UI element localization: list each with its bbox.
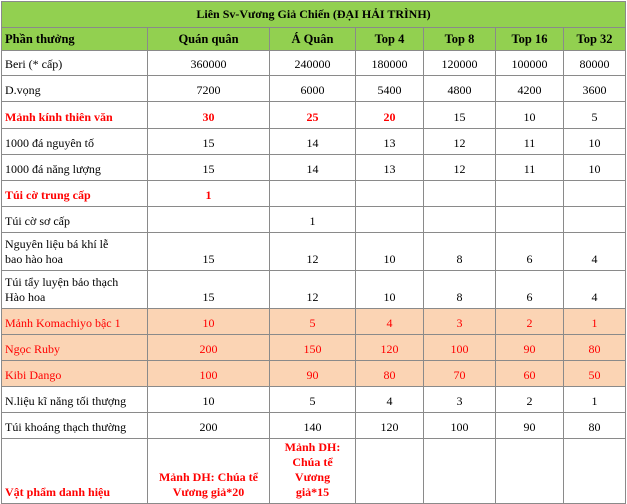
cell-value: 200 xyxy=(148,335,270,361)
cell-value: 10 xyxy=(148,309,270,335)
cell-line: Vương giả*20 xyxy=(172,485,245,499)
cell-value: 13 xyxy=(356,155,424,181)
cell-value: 4 xyxy=(564,271,626,309)
row-label-line: Nguyên liệu bá khí lễ xyxy=(5,237,109,251)
cell-value: 100 xyxy=(148,361,270,387)
cell-line: Mảnh DH: Chúa tể xyxy=(158,470,258,484)
cell-value: 10 xyxy=(356,233,424,271)
cell-value: 3 xyxy=(424,387,496,413)
table-row xyxy=(2,413,626,439)
cell-value xyxy=(424,181,496,207)
row-label: Mảnh Komachiyo bậc 1 xyxy=(2,309,148,335)
cell-value: 2 xyxy=(496,387,564,413)
cell-line: Vương xyxy=(294,470,331,484)
cell-value xyxy=(148,439,270,504)
cell-value: 14 xyxy=(270,155,356,181)
cell-value xyxy=(356,181,424,207)
cell-value: 80 xyxy=(564,413,626,439)
cell-value: 7200 xyxy=(148,76,270,102)
row-label-line: Túi tẩy luyện bảo thạch xyxy=(5,275,119,289)
cell-value: 90 xyxy=(270,361,356,387)
row-label: Túi khoáng thạch thường xyxy=(2,413,148,439)
cell-value: 4200 xyxy=(496,76,564,102)
cell-value: 12 xyxy=(270,233,356,271)
cell-value: 15 xyxy=(148,129,270,155)
cell-value: 4 xyxy=(356,387,424,413)
cell-value: 15 xyxy=(148,271,270,309)
cell-value: 80000 xyxy=(564,51,626,76)
cell-value: 2 xyxy=(496,309,564,335)
cell-value xyxy=(270,181,356,207)
cell-value: 3600 xyxy=(564,76,626,102)
cell-value xyxy=(356,207,424,233)
row-label: Kibi Dango xyxy=(2,361,148,387)
cell-value: 6000 xyxy=(270,76,356,102)
cell-value xyxy=(424,207,496,233)
cell-value: 150 xyxy=(270,335,356,361)
row-label: D.vọng xyxy=(2,76,148,102)
cell-value: 80 xyxy=(356,361,424,387)
header-top4: Top 4 xyxy=(356,28,424,51)
row-label: N.liệu kĩ năng tối thượng xyxy=(2,387,148,413)
header-champion: Quán quân xyxy=(148,28,270,51)
row-label: Túi cờ sơ cấp xyxy=(2,207,148,233)
cell-value: 12 xyxy=(270,271,356,309)
table-row xyxy=(2,233,626,271)
cell-value: 90 xyxy=(496,335,564,361)
cell-value xyxy=(270,439,356,504)
row-label: Beri (* cấp) xyxy=(2,51,148,76)
cell-value: 140 xyxy=(270,413,356,439)
row-label: 1000 đá nguyên tố xyxy=(2,129,148,155)
table-row xyxy=(2,439,626,504)
row-label: Ngọc Ruby xyxy=(2,335,148,361)
row-label: Túi cờ trung cấp xyxy=(2,181,148,207)
cell-value: 60 xyxy=(496,361,564,387)
table-row xyxy=(2,76,626,102)
cell-value: 120000 xyxy=(424,51,496,76)
cell-value: 1 xyxy=(148,181,270,207)
table-row xyxy=(2,309,626,335)
row-label: 1000 đá năng lượng xyxy=(2,155,148,181)
cell-value: 80 xyxy=(564,335,626,361)
cell-value: 10 xyxy=(148,387,270,413)
cell-value: 15 xyxy=(148,155,270,181)
cell-line: giả*15 xyxy=(295,485,330,499)
cell-value: 11 xyxy=(496,155,564,181)
cell-value: 12 xyxy=(424,155,496,181)
cell-value: 30 xyxy=(148,102,270,129)
table-row xyxy=(2,102,626,129)
cell-value: 90 xyxy=(496,413,564,439)
cell-value xyxy=(564,181,626,207)
row-label-line: Hào hoa xyxy=(5,290,46,304)
cell-value: 5 xyxy=(270,387,356,413)
cell-empty xyxy=(564,439,626,504)
cell-value: 100 xyxy=(424,335,496,361)
cell-value: 12 xyxy=(424,129,496,155)
cell-value: 15 xyxy=(148,233,270,271)
row-label: Vật phẩm danh hiệu xyxy=(2,439,148,504)
cell-value: 1 xyxy=(564,309,626,335)
cell-value: 4 xyxy=(564,233,626,271)
cell-value: 14 xyxy=(270,129,356,155)
cell-empty xyxy=(424,439,496,504)
row-label: Mảnh kính thiên văn xyxy=(2,102,148,129)
header-top16: Top 16 xyxy=(496,28,564,51)
cell-value: 5400 xyxy=(356,76,424,102)
cell-value: 8 xyxy=(424,271,496,309)
cell-value: 10 xyxy=(356,271,424,309)
cell-value: 10 xyxy=(496,102,564,129)
table-row xyxy=(2,271,626,309)
cell-value: 20 xyxy=(356,102,424,129)
table-row xyxy=(2,51,626,76)
table-row xyxy=(2,387,626,413)
cell-value: 1 xyxy=(270,207,356,233)
rewards-table xyxy=(1,1,626,504)
cell-value xyxy=(496,181,564,207)
table-row xyxy=(2,155,626,181)
cell-value: 10 xyxy=(564,129,626,155)
table-title: Liên Sv-Vương Giả Chiến (ĐẠI HẢI TRÌNH) xyxy=(2,2,626,28)
cell-empty xyxy=(356,439,424,504)
cell-value: 180000 xyxy=(356,51,424,76)
cell-value: 5 xyxy=(270,309,356,335)
cell-value xyxy=(564,207,626,233)
cell-value: 120 xyxy=(356,335,424,361)
header-top8: Top 8 xyxy=(424,28,496,51)
cell-value: 4 xyxy=(356,309,424,335)
table-row xyxy=(2,181,626,207)
cell-value: 13 xyxy=(356,129,424,155)
cell-line: Chúa tể xyxy=(292,455,333,469)
cell-value: 6 xyxy=(496,271,564,309)
cell-value: 100000 xyxy=(496,51,564,76)
cell-value: 6 xyxy=(496,233,564,271)
table-row xyxy=(2,335,626,361)
cell-value: 25 xyxy=(270,102,356,129)
cell-value: 3 xyxy=(424,309,496,335)
cell-value: 8 xyxy=(424,233,496,271)
row-label xyxy=(2,271,148,309)
header-reward: Phần thưởng xyxy=(2,28,148,51)
cell-line: Mảnh DH: xyxy=(284,440,341,454)
cell-value: 240000 xyxy=(270,51,356,76)
cell-value: 100 xyxy=(424,413,496,439)
cell-value: 70 xyxy=(424,361,496,387)
cell-value: 1 xyxy=(564,387,626,413)
cell-value: 4800 xyxy=(424,76,496,102)
cell-value: 120 xyxy=(356,413,424,439)
cell-value xyxy=(148,207,270,233)
cell-value: 15 xyxy=(424,102,496,129)
cell-value: 200 xyxy=(148,413,270,439)
table-row xyxy=(2,129,626,155)
cell-value: 11 xyxy=(496,129,564,155)
header-runner-up: Á Quân xyxy=(270,28,356,51)
row-label-line: bao hào hoa xyxy=(5,252,63,266)
table-row xyxy=(2,361,626,387)
cell-value: 5 xyxy=(564,102,626,129)
table-row xyxy=(2,207,626,233)
cell-empty xyxy=(496,439,564,504)
cell-value: 360000 xyxy=(148,51,270,76)
cell-value: 10 xyxy=(564,155,626,181)
cell-value: 50 xyxy=(564,361,626,387)
header-top32: Top 32 xyxy=(564,28,626,51)
cell-value xyxy=(496,207,564,233)
row-label xyxy=(2,233,148,271)
